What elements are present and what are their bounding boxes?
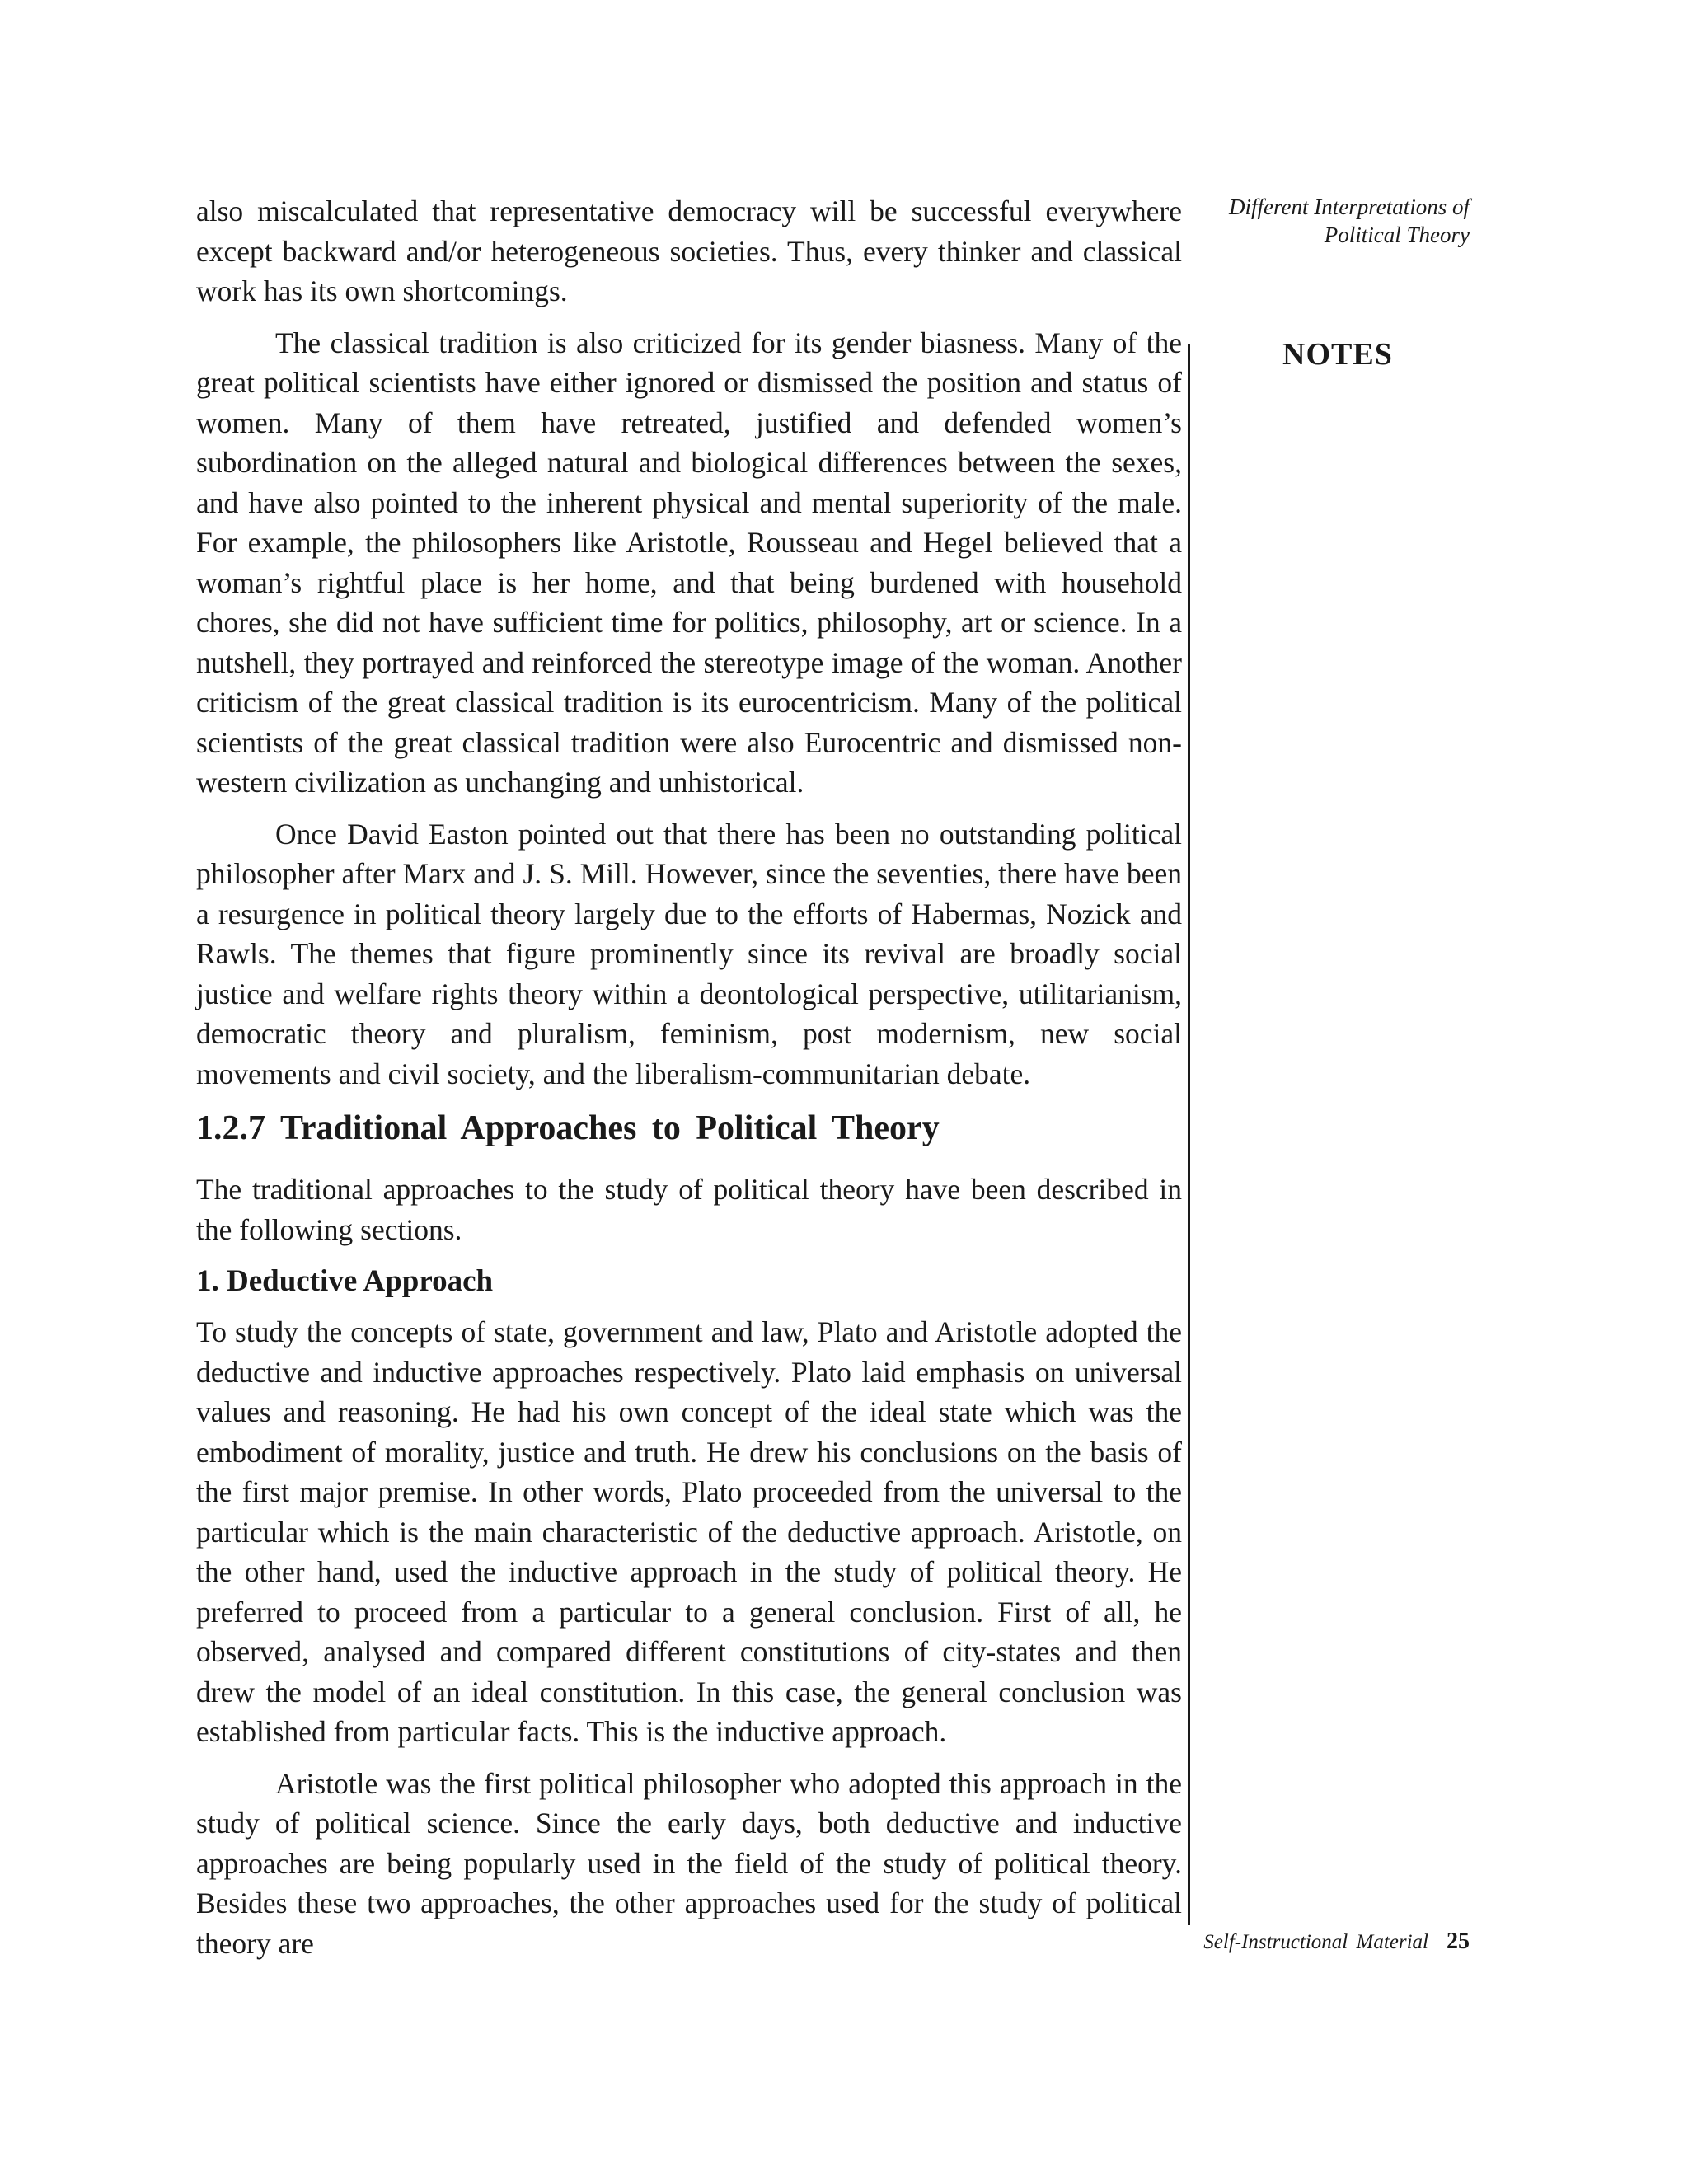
footer-label: Self-Instructional Material — [1203, 1931, 1428, 1953]
paragraph-intro: The traditional approaches to the study of political theory have been described in the following sections. — [196, 1173, 1182, 1246]
page-number: 25 — [1447, 1929, 1470, 1954]
paragraph-continuation: also miscalculated that representative democracy will be successful everywhere except backward and/or heterogeneous societies. Thus, every thinker and classical work has its own shortcomings. — [196, 194, 1182, 307]
section-title: Traditional Approaches to Political Theory — [280, 1109, 940, 1147]
running-header-line-2: Political Theory — [1324, 223, 1470, 247]
paragraph-gender-biasness: The classical tradition is also criticized for its gender biasness. Many of the great political scientists have either ignored or dismissed the position and status of women. Many of them have retreated, justified and defended women’s subordination on the alleged natural and biological differences between the sexes, and have also pointed to the inherent physical and mental superiority of the male. For example, the philosophers like Aristotle, Rousseau and Hegel believed that a woman’s rightful place is her home, and that being burdened with household chores, she did not have sufficient time for politics, philosophy, art or science. In a nutshell, they portrayed and reinforced the stereotype image of the woman. Another criticism of the great classical tradition is its eurocentricism. Many of the political scientists of the great classical tradition were also Eurocentric and dismissed non-western civilization as unchanging and unhistorical. — [196, 326, 1182, 799]
paragraph-deductive: To study the concepts of state, government and law, Plato and Aristotle adopted the deductive and inductive approaches respectively. Plato laid emphasis on universal values and reasoning. He had his own concept of the ideal state which was the embodiment of morality, justice and truth. He drew his conclusions on the basis of the first major premise. In other words, Plato proceeded from the universal to the particular which is the main characteristic of the deductive approach. Aristotle, on the other hand, used the inductive approach in the study of political theory. He preferred to proceed from a particular to a general conclusion. First of all, he observed, analysed and compared different constitutions of city-states and then drew the model of an ideal constitution. In this case, the general conclusion was established from particular facts. This is the inductive approach. — [196, 1315, 1182, 1748]
paragraph-resurgence: Once David Easton pointed out that there has been no outstanding political philosopher after Marx and J. S. Mill. However, since the seventies, there have been a resurgence in political theory largely due to the efforts of Habermas, Nozick and Rawls. The themes that figure prominently since its revival are broadly social justice and welfare rights theory within a deontological perspective, utilitarianism, democratic theory and pluralism, feminism, post modernism, new social movements and civil society, and the liberalism-communitarian debate. — [196, 817, 1182, 1090]
paragraph-aristotle: Aristotle was the first political philosopher who adopted this approach in the study of political science. Since the early days, both deductive and inductive approaches are being popularly used in the field of the study of political theory. Besides these two approaches, the other approaches used for the study of political theory are — [196, 1766, 1182, 1960]
margin-divider — [1188, 344, 1190, 1925]
running-header-line-1: Different Interpretations of — [1229, 194, 1470, 219]
subsection-heading: 1. Deductive Approach — [196, 1264, 494, 1298]
page-footer — [1203, 1929, 1470, 1955]
section-number: 1.2.7 — [196, 1109, 265, 1147]
running-header — [1173, 193, 1470, 249]
notes-label: NOTES — [1282, 337, 1393, 372]
main-text-column — [196, 191, 1182, 1975]
section-heading — [196, 1105, 1182, 1151]
